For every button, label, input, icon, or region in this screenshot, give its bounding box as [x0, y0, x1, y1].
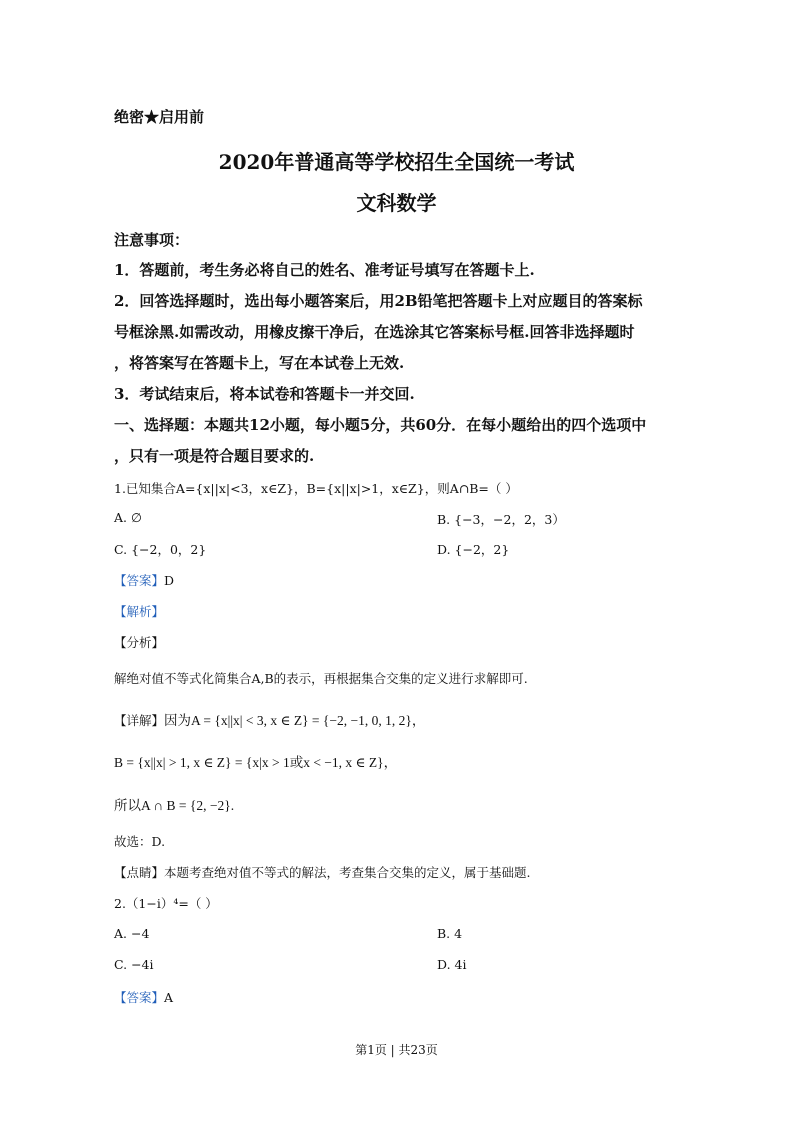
q1-option-c: C. {−2，0，2}: [114, 542, 207, 557]
q1-choose: 故选：D.: [114, 834, 166, 849]
notice-item: 号框涂黑.如需改动，用橡皮擦干净后，在选涂其它答案标号框.回答非选择题时: [114, 323, 635, 341]
answer-value: D: [164, 573, 175, 588]
page-footer: 第1页 | 共23页: [355, 1043, 438, 1057]
section-heading-cont: ，只有一项是符合题目要求的.: [114, 447, 315, 465]
q1-detail-line1: [114, 709, 425, 729]
section-heading: 一、选择题：本题共12小题，每小题5分，共60分．在每小题给出的四个选项中: [114, 416, 647, 434]
answer-value: A: [164, 990, 174, 1005]
q2-option-c: C. −4i: [114, 957, 154, 972]
q1-option-b: B. {−3，−2，2，3）: [437, 512, 565, 527]
q1-answer: [114, 571, 174, 589]
dianjing-text: 本题考查绝对值不等式的解法，考查集合交集的定义，属于基础题.: [164, 865, 531, 880]
notice-item: 3．考试结束后，将本试卷和答题卡一并交回.: [114, 385, 415, 403]
secret-label: 绝密★启用前: [114, 108, 205, 126]
detail-math: 因为A = {x||x| < 3, x ∈ Z} = {−2, −1, 0, 1, 2}，: [164, 713, 426, 728]
q1-detail-line2: B = {x||x| > 1, x ∈ Z} = {x|x > 1或x < −1, x ∈ Z}，: [114, 755, 398, 770]
notice-item: ，将答案写在答题卡上，写在本试卷上无效.: [114, 354, 405, 372]
q2-stem: 2.（1−i）⁴=（ ）: [114, 896, 218, 911]
answer-label: 【答案】: [114, 573, 165, 588]
q1-option-a: A. ∅: [114, 510, 142, 525]
q1-fenxi-label: 【分析】: [114, 635, 165, 650]
detail-label: 【详解】: [114, 713, 165, 728]
q1-jiexi-label: 【解析】: [114, 604, 165, 619]
notice-item: 2．回答选择题时，选出每小题答案后，用2B铅笔把答题卡上对应题目的答案标: [114, 292, 643, 310]
q1-dianjing: [114, 863, 531, 881]
exam-subtitle: 文科数学: [356, 191, 437, 215]
answer-label: 【答案】: [114, 990, 165, 1005]
dianjing-label: 【点睛】: [114, 865, 165, 880]
exam-title: 2020年普通高等学校招生全国统一考试: [218, 150, 575, 174]
q1-detail-line3: 所以A ∩ B = {2, −2}.: [114, 798, 235, 813]
q1-analysis: 解绝对值不等式化简集合A,B的表示，再根据集合交集的定义进行求解即可.: [114, 671, 528, 686]
q2-option-b: B. 4: [437, 926, 463, 941]
q1-stem: 1.已知集合A={x||x|<3，x∈Z}，B={x||x|>1，x∈Z}，则A∩B=（ ）: [114, 481, 518, 496]
notice-item: 1．答题前，考生务必将自己的姓名、准考证号填写在答题卡上.: [114, 261, 535, 279]
q2-option-d: D. 4i: [437, 957, 467, 972]
q1-option-d: D. {−2，2}: [437, 542, 510, 557]
q2-answer: [114, 988, 173, 1006]
q2-option-a: A. −4: [114, 926, 150, 941]
notice-heading: 注意事项：: [114, 231, 190, 249]
